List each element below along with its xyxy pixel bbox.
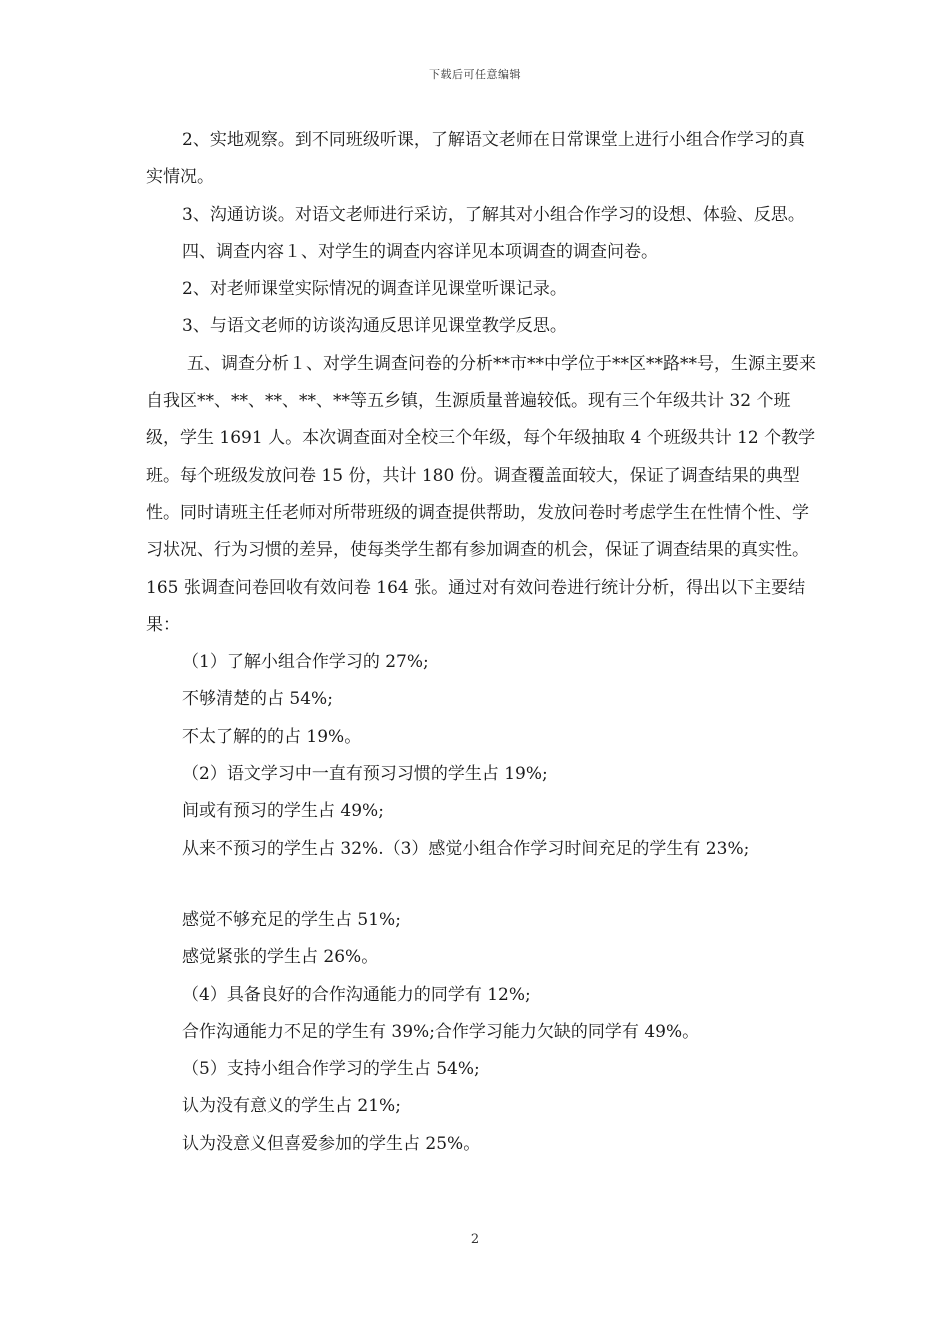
result-line: 不太了解的的占 19%。 bbox=[182, 726, 362, 747]
result-line: 认为没意义但喜爱参加的学生占 25%。 bbox=[182, 1133, 481, 1154]
paragraph-teacher-interview: 3、与语文老师的访谈沟通反思详见课堂教学反思。 bbox=[182, 316, 567, 337]
result-line: 认为没有意义的学生占 21%; bbox=[182, 1096, 401, 1117]
result-line: 合作沟通能力不足的学生有 39%;合作学习能力欠缺的同学有 49%。 bbox=[182, 1021, 700, 1042]
result-line: 不够清楚的占 54%; bbox=[182, 689, 333, 710]
result-line: （4）具备良好的合作沟通能力的同学有 12%; bbox=[182, 984, 531, 1005]
paragraph-survey-analysis: 五、调查分析１、对学生调查问卷的分析**市**中学位于**区**路**号，生源主要来自我区**、**、**、**、**等五乡镇，生源质量普遍较低。现有三个年级共计 32 个班级，学生 1691 人。本次调查面对全校三个年级，每个年级抽取 4 个班级共计 12 个教学班。每个班级发放问卷 15 份，共计 180 份。调查覆盖面较大，保证了调查结果的典型性。同时请班主任老师对所带班级的调查提供帮助，发放问卷时考虑学生在性情个性、学习状况、行为习惯的差异，使每类学生都有参加调查的机会，保证了调查结果的真实性。165 张调查问卷回收有效问卷 164 张。通过对有效问卷进行统计分析，得出以下主要结果： bbox=[146, 353, 816, 635]
page-number: 2 bbox=[470, 1232, 480, 1247]
document-body bbox=[146, 122, 818, 1163]
paragraph-teacher-survey: 2、对老师课堂实际情况的调查详见课堂听课记录。 bbox=[182, 279, 567, 300]
result-line: 感觉紧张的学生占 26%。 bbox=[182, 947, 379, 968]
result-line: （1）了解小组合作学习的 27%; bbox=[182, 652, 429, 673]
blank-line bbox=[146, 868, 818, 902]
page-header: 下载后可任意编辑 bbox=[429, 68, 521, 81]
result-line: （2）语文学习中一直有预习习惯的学生占 19%; bbox=[182, 764, 548, 785]
paragraph-survey-content: 四、调查内容１、对学生的调查内容详见本项调查的调查问卷。 bbox=[182, 241, 658, 262]
paragraph-field-observation: 2、实地观察。到不同班级听课，了解语文老师在日常课堂上进行小组合作学习的真实情况。 bbox=[146, 130, 805, 188]
result-line: 感觉不够充足的学生占 51%; bbox=[182, 909, 401, 930]
result-line: 从来不预习的学生占 32%.（3）感觉小组合作学习时间充足的学生有 23%; bbox=[182, 838, 750, 859]
paragraph-interview: 3、沟通访谈。对语文老师进行采访，了解其对小组合作学习的设想、体验、反思。 bbox=[182, 204, 805, 225]
result-line: 间或有预习的学生占 49%; bbox=[182, 801, 384, 822]
result-line: （5）支持小组合作学习的学生占 54%; bbox=[182, 1059, 480, 1080]
